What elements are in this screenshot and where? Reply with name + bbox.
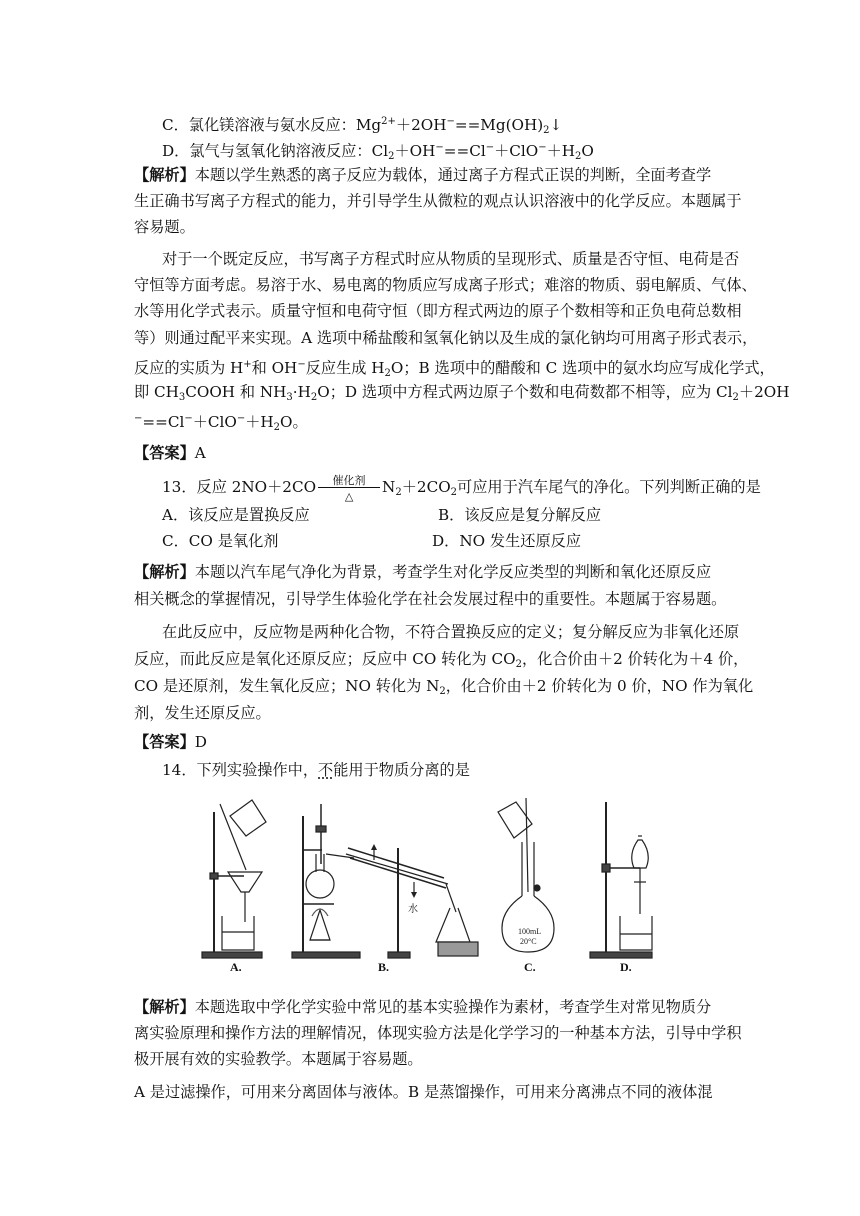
distillation-apparatus (292, 804, 478, 958)
q12-para2-line-7: $^-==Cl^-+ClO^-+H_2O$。 (134, 413, 308, 433)
q14-para2-line-1: A 是过滤操作，可用来分离固体与液体。B 是蒸馏操作，可用来分离沸点不同的液体混 (134, 1083, 713, 1101)
q12-para2-line-6: 即 $CH_3COOH$ 和 $NH_3\cdot H_2O$；D 选项中方程式两边原子个数和电荷数都不相等，应为 $Cl_2+2OH$ (134, 383, 790, 403)
q13-para2-line-1: 在此反应中，反应物是两种化合物，不符合置换反应的定义；复分解反应为非氧化还原 (162, 623, 740, 641)
q13-option-a: A．该反应是置换反应 (162, 506, 310, 524)
q12-answer: 【答案】A (134, 444, 206, 462)
q14-analysis-line-3: 极开展有效的实验教学。本题属于容易题。 (134, 1050, 423, 1068)
q13-option-b: B．该反应是复分解反应 (438, 506, 602, 524)
filtration-apparatus (202, 800, 266, 958)
catalyst-condition: 催化剂 △ (316, 478, 382, 496)
q13-option-c: C．CO 是氧化剂 (162, 532, 279, 550)
q13-para2-line-3: CO 是还原剂，发生氧化反应；NO 转化为 $N_2$，化合价由＋2 价转化为 0 价，NO 作为氧化 (134, 677, 754, 697)
q13-para2-line-2: 反应，而此反应是氧化还原反应；反应中 CO 转化为 $CO_2$，化合价由＋2 价转化为＋4 价， (134, 650, 749, 670)
q13-stem: 13．反应 2NO＋2CO 催化剂 △ $N_2+2CO_2$可应用于汽车尾气的净化。下列判断正确的是 (162, 474, 761, 503)
q13-analysis-line-1: 【解析】本题以汽车尾气净化为背景，考查学生对化学反应类型的判断和氧化还原反应 (134, 563, 712, 581)
q12-analysis-line-3: 容易题。 (134, 218, 195, 236)
analysis-label: 【解析】 (134, 166, 195, 184)
emphasized-negation: 不 (318, 761, 334, 779)
q12-analysis-line-2: 生正确书写离子方程式的能力，并引导学生从微粒的观点认识溶液中的化学反应。本题属于 (134, 192, 742, 210)
q12-option-d: D．氯气与氢氧化钠溶液反应：$Cl_2+OH^-==Cl^-+ClO^-+H_2O$ (162, 142, 594, 162)
figure-label-d: D. (620, 960, 632, 974)
flask-volume-label: 100mL (518, 927, 542, 936)
q14-analysis-line-1: 【解析】本题选取中学化学实验中常见的基本实验操作为素材，考查学生对常见物质分 (134, 998, 712, 1016)
q12-option-c: C．氯化镁溶液与氨水反应：$Mg^{2+}+2OH^-==Mg(OH)_2↓$ (162, 116, 563, 136)
q14-stem: 14．下列实验操作中，不能用于物质分离的是 (162, 761, 470, 779)
q12-para2-line-1: 对于一个既定反应，书写离子方程式时应从物质的呈现形式、质量是否守恒、电荷是否 (162, 250, 740, 268)
separatory-funnel-apparatus (590, 802, 652, 958)
water-label: 水 (408, 904, 418, 915)
q13-analysis-line-2: 相关概念的掌握情况，引导学生体验化学在社会发展过程中的重要性。本题属于容易题。 (134, 590, 727, 608)
apparatus-figure (200, 792, 670, 980)
q12-analysis-line-1: 【解析】本题以学生熟悉的离子反应为载体，通过离子方程式正误的判断，全面考查学 (134, 166, 712, 184)
q12-para2-line-2: 守恒等方面考虑。易溶于水、易电离的物质应写成离子形式；难溶的物质、弱电解质、气体、 (134, 276, 757, 294)
figure-label-c: C. (524, 960, 536, 974)
volumetric-flask-apparatus (498, 798, 554, 952)
q14-analysis-line-2: 离实验原理和操作方法的理解情况，体现实验方法是化学学习的一种基本方法，引导中学积 (134, 1024, 742, 1042)
figure-label-a: A. (230, 960, 242, 974)
flask-temp-label: 20°C (520, 937, 537, 946)
q12-para2-line-3: 水等用化学式表示。质量守恒和电荷守恒（即方程式两边的原子个数相等和正负电荷总数相 (134, 302, 742, 320)
q13-answer: 【答案】D (134, 733, 207, 751)
q12-para2-line-5: 反应的实质为 H+和 OH−反应生成 $H_2O$；B 选项中的醋酸和 C 选项中的氨水均应写成化学式， (134, 359, 775, 379)
q13-para2-line-4: 剂，发生还原反应。 (134, 704, 271, 722)
figure-label-b: B. (378, 960, 390, 974)
q12-para2-line-4: 等）则通过配平来实现。A 选项中稀盐酸和氢氧化钠以及生成的氯化钠均可用离子形式表示， (134, 329, 758, 347)
q13-option-d: D．NO 发生还原反应 (432, 532, 582, 550)
